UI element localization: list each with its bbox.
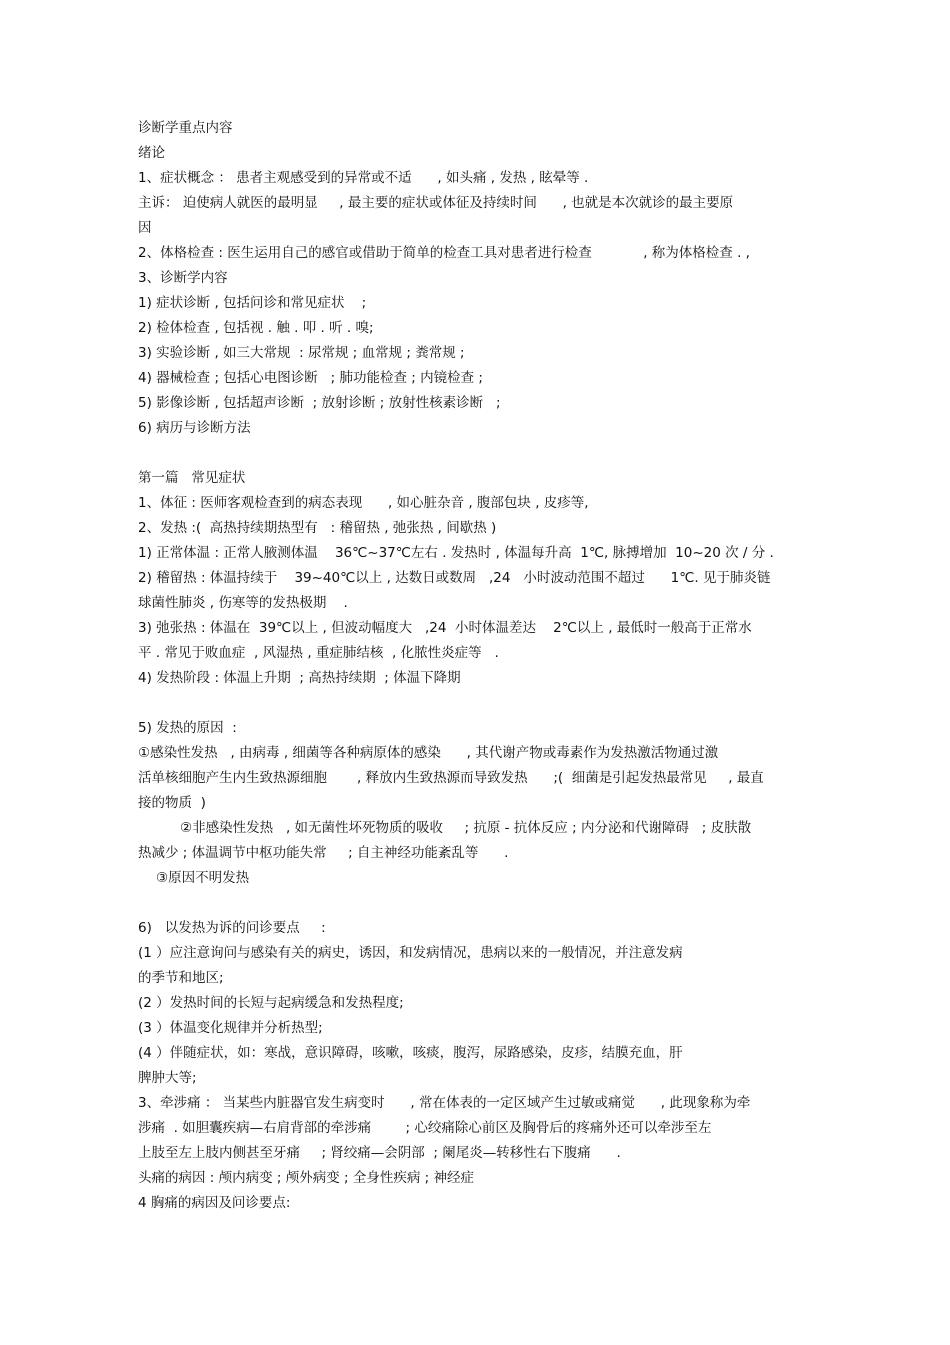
text-line: 2、体格检查 : 医生运用自己的感官或借助于简单的检查工具对患者进行检查 , 称为体格检查 . , bbox=[138, 245, 750, 261]
text-line: 4) 器械检查 ; 包括心电图诊断 ; 肺功能检查 ; 内镜检查 ; bbox=[138, 370, 483, 386]
blank-line bbox=[138, 891, 818, 916]
text-line: (1 ）应注意询问与感染有关的病史，诱因，和发病情况，患病以来的一般情况，并注意发病 bbox=[138, 945, 683, 961]
text-line: 2、发热 :( 高热持续期热型有 : 稽留热 , 弛张热 , 间歇热 ) bbox=[138, 520, 497, 536]
text-line: 1、体征 : 医师客观检查到的病态表现 , 如心脏杂音 , 腹部包块 , 皮疹等, bbox=[138, 495, 589, 511]
text-line: 脾肿大等; bbox=[138, 1070, 197, 1086]
blank-line bbox=[138, 441, 818, 466]
text-line: 平 . 常见于败血症 , 风湿热 , 重症肺结核 , 化脓性炎症等 . bbox=[138, 645, 499, 661]
blank-line bbox=[138, 691, 818, 716]
text-line: 热减少 ; 体温调节中枢功能失常 ; 自主神经功能紊乱等 . bbox=[138, 845, 509, 861]
text-line: 涉痛 . 如胆囊疾病—右肩背部的牵涉痛 ; 心绞痛除心前区及胸骨后的疼痛外还可以牵涉至左 bbox=[138, 1120, 712, 1136]
text-line: 主诉： 迫使病人就医的最明显 , 最主要的症状或体征及持续时间 , 也就是本次就诊的最主要原 bbox=[138, 195, 734, 211]
text-line: 2) 检体检查 , 包括视 . 触 . 叩 . 听 . 嗅; bbox=[138, 320, 374, 336]
text-line: 因 bbox=[138, 220, 152, 236]
text-line: (4 ）伴随症状，如：寒战，意识障碍，咳嗽，咳痰，腹泻，尿路感染，皮疹，结膜充血，肝 bbox=[138, 1045, 683, 1061]
text-line: 的季节和地区; bbox=[138, 970, 224, 986]
text-line: 5) 影像诊断 , 包括超声诊断 ; 放射诊断 ; 放射性核素诊断 ; bbox=[138, 395, 501, 411]
text-line: 上肢至左上肢内侧甚至牙痛 ; 肾绞痛—会阴部 ; 阑尾炎—转移性右下腹痛 . bbox=[138, 1145, 621, 1161]
text-line: 4) 发热阶段 : 体温上升期 ; 高热持续期 ; 体温下降期 bbox=[138, 670, 461, 686]
text-line: 2) 稽留热 : 体温持续于 39~40℃以上 , 达数日或数周 ,24 小时波动范围不超过 1℃. 见于肺炎链 bbox=[138, 570, 771, 586]
text-line: ③原因不明发热 bbox=[156, 870, 250, 886]
text-line: 1、症状概念 ： 患者主观感受到的异常或不适 , 如头痛 , 发热 , 眩晕等 . bbox=[138, 170, 589, 186]
text-line: 1) 症状诊断 , 包括问诊和常见症状 ; bbox=[138, 295, 367, 311]
text-line: 球菌性肺炎 , 伤寒等的发热极期 . bbox=[138, 595, 348, 611]
text-line: 1) 正常体温 : 正常人腋测体温 36℃~37℃左右 . 发热时 , 体温每升高 1℃, 脉搏增加 10~20 次 / 分 . bbox=[138, 545, 774, 561]
text-line: ②非感染性发热 , 如无菌性坏死物质的吸收 ; 抗原 - 抗体反应 ; 内分泌和代谢障碍 ; 皮肤散 bbox=[180, 820, 752, 836]
text-line: 3、牵涉痛 ： 当某些内脏器官发生病变时 , 常在体表的一定区域产生过敏或痛觉 , 此现象称为牵 bbox=[138, 1095, 751, 1111]
text-line: 6) 病历与诊断方法 bbox=[138, 420, 251, 436]
text-line: 活单核细胞产生内生致热源细胞 , 释放内生致热源而导致发热 ;( 细菌是引起发热最常见 , 最直 bbox=[138, 770, 764, 786]
text-line: 4 胸痛的病因及问诊要点: bbox=[138, 1195, 291, 1211]
text-line: 6) 以发热为诉的问诊要点 : bbox=[138, 920, 326, 936]
text-line: (2 ）发热时间的长短与起病缓急和发热程度; bbox=[138, 995, 404, 1011]
text-line: 5) 发热的原因 : bbox=[138, 720, 237, 736]
text-line: 3、诊断学内容 bbox=[138, 270, 228, 286]
text-line: 3) 实验诊断 , 如三大常规 : 尿常规 ; 血常规 ; 粪常规 ; bbox=[138, 345, 465, 361]
text-line: ①感染性发热 , 由病毒 , 细菌等各种病原体的感染 , 其代谢产物或毒素作为发热激活物通过激 bbox=[138, 745, 719, 761]
text-line: 头痛的病因 : 颅内病变 ; 颅外病变 ; 全身性疾病 ; 神经症 bbox=[138, 1170, 475, 1186]
section-heading: 第一篇 常见症状 bbox=[138, 470, 246, 486]
section-heading: 绪论 bbox=[138, 145, 165, 161]
document-body bbox=[138, 116, 818, 1216]
document-title: 诊断学重点内容 bbox=[138, 120, 233, 136]
text-line: 接的物质 ) bbox=[138, 795, 206, 811]
text-line: (3 ）体温变化规律并分析热型; bbox=[138, 1020, 323, 1036]
text-line: 3) 弛张热 : 体温在 39℃以上 , 但波动幅度大 ,24 小时体温差达 2℃以上 , 最低时一般高于正常水 bbox=[138, 620, 752, 636]
